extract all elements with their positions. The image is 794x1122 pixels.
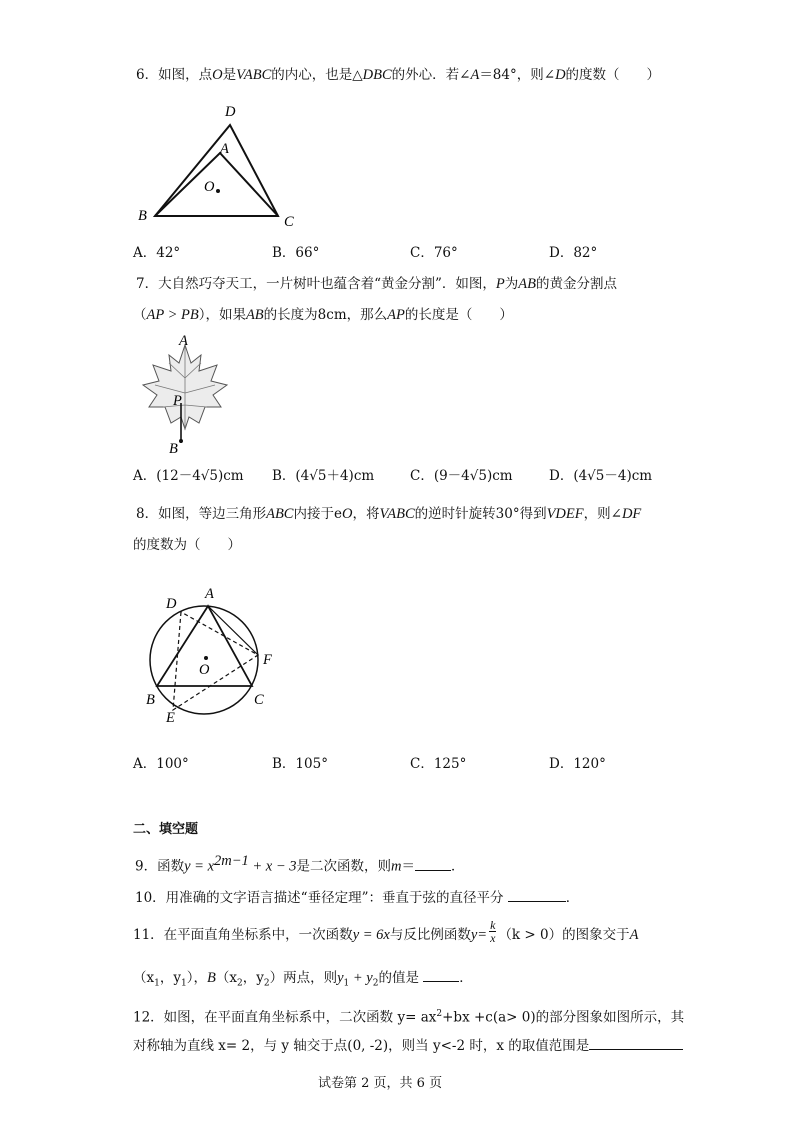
q7-label-p: P: [173, 393, 182, 409]
q8-option-d[interactable]: D．120°: [549, 756, 606, 772]
q12-stem-line1: 12．如图，在平面直角坐标系中，二次函数 $y= ax^2+bx +c(a> 0)$的部分图象如图所示，其: [133, 1009, 685, 1026]
q6-label-o: O: [204, 179, 215, 195]
q8-label-o: O: [199, 662, 210, 678]
q7-option-c[interactable]: C．(9－4√5)cm: [410, 468, 513, 484]
q8-label-a: A: [205, 586, 214, 602]
q6-label-c: C: [284, 214, 294, 230]
q8-label-c: C: [254, 692, 264, 708]
q6-option-c[interactable]: C．76°: [410, 245, 458, 261]
q8-option-b[interactable]: B．105°: [272, 756, 328, 772]
q7-stem-line2: （AP > PB），如果AB的长度为8cm，那么AP的长度是（ ）: [133, 307, 513, 323]
q9-stem: 9．函数$y = x^{2m-1} + x - 3$是二次函数，则m＝ ．: [135, 853, 465, 875]
q6-figure: [130, 98, 320, 233]
q12-answer-blank[interactable]: [589, 1036, 683, 1050]
q8-stem-line2: 的度数为（ ）: [133, 537, 241, 553]
q7-stem-line1: 7．大自然巧夺天工，一片树叶也蕴含着“黄金分割”．如图，P为AB的黄金分割点: [136, 276, 617, 292]
q6-option-d[interactable]: D．82°: [549, 245, 598, 261]
q7-label-a: A: [179, 333, 188, 349]
q11-stem-line1: 11．在平面直角坐标系中，一次函数y = 6x与反比例函数y= $\frac{k}{x}$ （k > 0）的图象交于A: [133, 918, 639, 945]
q7-leaf-figure: [135, 333, 235, 458]
q8-label-f: F: [263, 652, 272, 668]
q8-label-e: E: [166, 710, 175, 725]
q6-option-b[interactable]: B．66°: [272, 245, 320, 261]
q8-label-d: D: [166, 596, 177, 612]
q6-option-a[interactable]: A．42°: [133, 245, 181, 261]
q7-option-d[interactable]: D．(4√5－4)cm: [549, 468, 653, 484]
q7-option-b[interactable]: B．(4√5＋4)cm: [272, 468, 375, 484]
q6-label-b: B: [138, 208, 147, 224]
q8-stem-line1: 8．如图，等边三角形ABC内接于eO，将VABC的逆时针旋转30°得到VDEF，则∠DF: [136, 506, 642, 522]
q11-answer-blank[interactable]: [423, 968, 459, 982]
q6-label-d: D: [225, 104, 236, 120]
q8-label-b: B: [146, 692, 155, 708]
q10-stem: 10．用准确的文字语言描述“垂径定理”：垂直于弦的直径平分 ．: [135, 890, 580, 906]
page-footer: 试卷第 2 页，共 6 页: [318, 1076, 443, 1091]
q8-option-c[interactable]: C．125°: [410, 756, 467, 772]
q10-answer-blank[interactable]: [508, 888, 566, 902]
q12-stem-line2: 对称轴为直线 x= 2，与 y 轴交于点(0, -2)，则当 y<-2 时，x 的取值范围是: [133, 1036, 683, 1055]
q7-label-b: B: [169, 441, 178, 457]
q8-option-a[interactable]: A．100°: [133, 756, 189, 772]
q6-stem: 6．如图，点O是VABC的内心，也是△DBC的外心．若∠A＝84°，则∠D的度数（ ）: [136, 67, 661, 83]
q7-option-a[interactable]: A．(12－4√5)cm: [133, 468, 244, 484]
q6-label-a: A: [220, 141, 229, 157]
q8-circle-figure: [138, 580, 288, 725]
q9-answer-blank[interactable]: [415, 857, 451, 871]
section-heading-fill-blank: 二、填空题: [133, 822, 199, 837]
q11-stem-line2: （$x_1$，$y_1$），$B(x_2$，$y_2$）两点，则$y_1 + y_2$的值是 ．: [133, 970, 473, 989]
